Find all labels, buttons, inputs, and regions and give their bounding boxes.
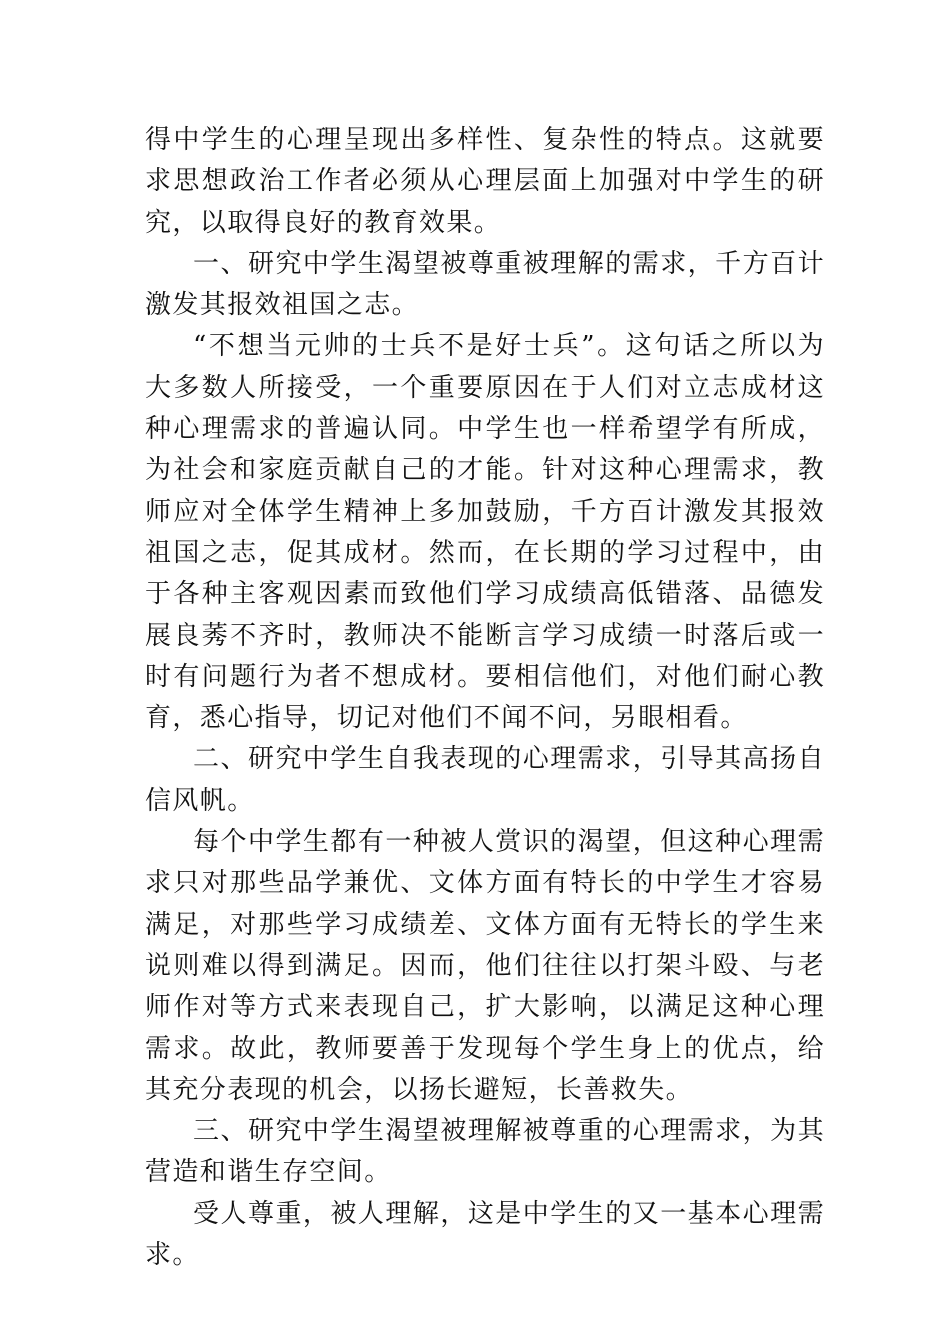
section-heading-1: 一、研究中学生渴望被尊重被理解的需求，千方百计激发其报效祖国之志。: [145, 248, 825, 321]
paragraph-section-1: “不想当元帅的士兵不是好士兵”。这句话之所以为大多数人所接受，一个重要原因在于人们对立志成材这种心理需求的普遍认同。中学生也一样希望学有所成，为社会和家庭贡献自己的才能。针对这种心理需求，教师应对全体学生精神上多加鼓励，千方百计激发其报效祖国之志，促其成材。然而，在长期的学习过程中，由于各种主客观因素而致他们学习成绩高低错落、品德发展良莠不齐时，教师决不能断言学习成绩一时落后或一时有问题行为者不想成材。要相信他们，对他们耐心教育，悉心指导，切记对他们不闻不问，另眼相看。: [145, 331, 825, 734]
section-heading-3: 三、研究中学生渴望被理解被尊重的心理需求，为其营造和谐生存空间。: [145, 1116, 825, 1188]
document-body: [145, 120, 825, 1276]
paragraph-section-3: 受人尊重，被人理解，这是中学生的又一基本心理需求。: [145, 1198, 825, 1271]
section-heading-2: 二、研究中学生自我表现的心理需求，引导其高扬自信风帆。: [145, 744, 825, 816]
paragraph-section-2: 每个中学生都有一种被人赏识的渴望，但这种心理需求只对那些品学兼优、文体方面有特长的中学生才容易满足，对那些学习成绩差、文体方面有无特长的学生来说则难以得到满足。因而，他们往往以打架斗殴、与老师作对等方式来表现自己，扩大影响，以满足这种心理需求。故此，教师要善于发现每个学生身上的优点，给其充分表现的机会，以扬长避短，长善救失。: [145, 827, 825, 1105]
paragraph-intro-continuation: 得中学生的心理呈现出多样性、复杂性的特点。这就要求思想政治工作者必须从心理层面上加强对中学生的研究，以取得良好的教育效果。: [145, 125, 825, 238]
